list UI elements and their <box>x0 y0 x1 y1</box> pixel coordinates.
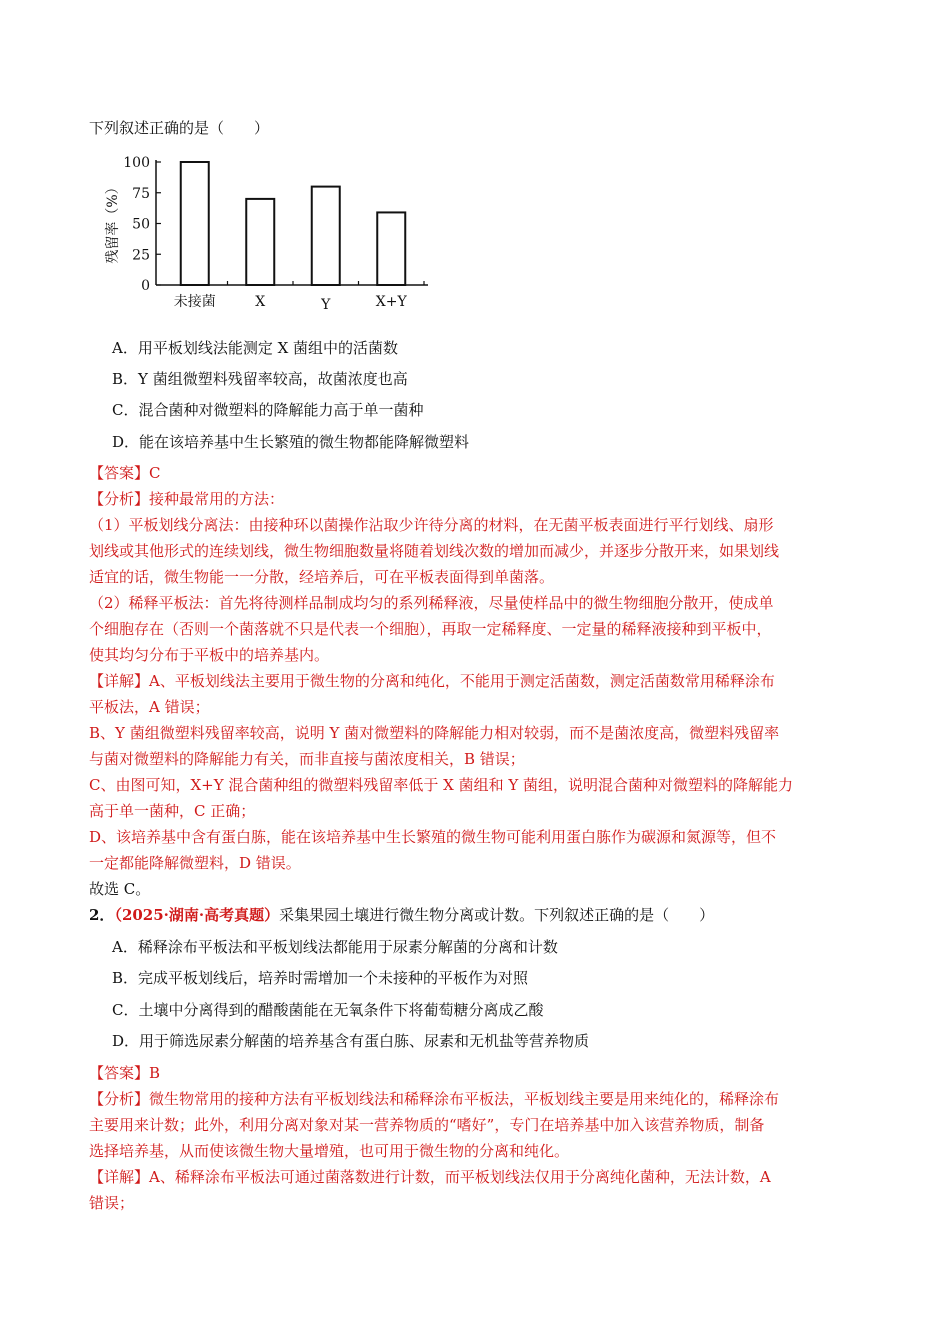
detail-label: 【详解】 <box>89 672 150 690</box>
q1-stem: 下列叙述正确的是（ ） <box>89 119 270 137</box>
q1-detail-line: 高于单一菌种，C 正确； <box>89 802 256 820</box>
q2-analysis-line: 选择培养基，从而使该微生物大量增殖，也可用于微生物的分离和纯化。 <box>89 1142 570 1160</box>
q1-option-b: B．Y 菌组微塑料残留率较高，故菌浓度也高 <box>112 370 408 388</box>
q1-detail-line: 平板法，A 错误； <box>89 698 210 716</box>
q1-analysis-line: （1）平板划线分离法：由接种环以菌操作沾取少许待分离的材料，在无菌平板表面进行平行划线、扇形 <box>89 516 774 534</box>
y-tick-label: 0 <box>141 278 150 294</box>
x-tick-label: 未接菌 <box>173 294 216 310</box>
q1-analysis-line: 个细胞存在（否则一个菌落就不只是代表一个细胞），再取一定稀释度、一定量的稀释液接种到平板中， <box>89 620 772 638</box>
q2-option-a: A．稀释涂布平板法和平板划线法都能用于尿素分解菌的分离和计数 <box>112 938 558 956</box>
answer-value: B <box>149 1064 161 1082</box>
q1-analysis-line: 使其均匀分布于平板中的培养基内。 <box>89 646 330 664</box>
q2-answer <box>89 1062 160 1084</box>
bar-4 <box>377 212 405 285</box>
q1-detail-line: C、由图可知，X+Y 混合菌种组的微塑料残留率低于 X 菌组和 Y 菌组，说明混合菌种对微塑料的降解能力 <box>89 776 794 794</box>
y-tick-label: 75 <box>132 185 150 202</box>
q1-detail-line: 与菌对微塑料的降解能力有关，而非直接与菌浓度相关，B 错误； <box>89 750 525 768</box>
q2-number: 2． <box>89 906 115 924</box>
q1-detail-line: 一定都能降解微塑料，D 错误。 <box>89 854 301 872</box>
y-tick-label: 50 <box>132 216 150 233</box>
x-tick-label: X <box>255 294 266 310</box>
q1-analysis-line: 适宜的话，微生物能一一分散，经培养后，可在平板表面得到单菌落。 <box>89 568 555 586</box>
x-tick-label: X+Y <box>375 294 407 310</box>
q1-option-a: A．用平板划线法能测定 X 菌组中的活菌数 <box>112 339 399 357</box>
q1-analysis-line: （2）稀释平板法：首先将待测样品制成均匀的系列稀释液，尽量使样品中的微生物细胞分散开，使成单 <box>89 594 774 612</box>
y-tick-label: 100 <box>123 155 150 171</box>
q1-detail-line: B、Y 菌组微塑料残留率较高，说明 Y 菌对微塑料的降解能力相对较弱，而不是菌浓度高，微塑料残留率 <box>89 724 780 742</box>
bar-1 <box>181 162 209 285</box>
q2-source: （2025·湖南·高考真题） <box>114 906 280 924</box>
q1-option-c: C．混合菌种对微塑料的降解能力高于单一菌种 <box>112 401 424 419</box>
q2-stem: 采集果园土壤进行微生物分离或计数。下列叙述正确的是（ ） <box>279 906 715 924</box>
q2-option-b: B．完成平板划线后，培养时需增加一个未接种的平板作为对照 <box>112 969 529 987</box>
q2-detail-line <box>89 1166 771 1188</box>
analysis-label: 【分析】 <box>89 1090 150 1108</box>
bar-3 <box>312 187 340 285</box>
q1-answer <box>89 462 161 484</box>
x-tick-label: Y <box>321 297 331 313</box>
analysis-label: 【分析】 <box>89 490 150 508</box>
q2-option-c: C．土壤中分离得到的醋酸菌能在无氧条件下将葡萄糖分离成乙酸 <box>112 1001 544 1019</box>
chart-bars <box>181 162 424 285</box>
q1-analysis-heading <box>89 488 284 510</box>
detail-text: A、平板划线法主要用于微生物的分离和纯化，不能用于测定活菌数，测定活菌数常用稀释涂布 <box>149 672 775 690</box>
residual-rate-bar-chart <box>96 150 436 325</box>
q2-detail-line: 错误； <box>89 1194 135 1212</box>
q1-detail-line: D、该培养基中含有蛋白胨，能在该培养基中生长繁殖的微生物可能利用蛋白胨作为碳源和氮源等，但不 <box>89 828 777 846</box>
detail-text: A、稀释涂布平板法可通过菌落数进行计数，而平板划线法仅用于分离纯化菌种，无法计数，A <box>149 1168 771 1186</box>
analysis-text: 微生物常用的接种方法有平板划线法和稀释涂布平板法，平板划线主要是用来纯化的，稀释涂布 <box>149 1090 780 1108</box>
chart-x-labels <box>174 293 408 313</box>
answer-label: 【答案】 <box>89 464 150 482</box>
q2-heading <box>89 904 714 926</box>
bar-2 <box>246 199 274 285</box>
detail-label: 【详解】 <box>89 1168 150 1186</box>
q1-detail-line <box>89 670 775 692</box>
chart-y-axis-label: 残留率（%） <box>105 180 121 264</box>
q1-analysis-line: 划线或其他形式的连续划线，微生物细胞数量将随着划线次数的增加而减少，并逐步分散开来，如果划线 <box>89 542 780 560</box>
q2-analysis-line <box>89 1088 779 1110</box>
q1-option-d: D．能在该培养基中生长繁殖的微生物都能降解微塑料 <box>112 433 470 451</box>
q2-analysis-line: 主要用来计数；此外，利用分离对象对某一营养物质的“嗜好”，专门在培养基中加入该营养物质，制备 <box>89 1116 765 1134</box>
answer-value: C <box>149 464 161 482</box>
y-tick-label: 25 <box>132 247 150 264</box>
q2-option-d: D．用于筛选尿素分解菌的培养基含有蛋白胨、尿素和无机盐等营养物质 <box>112 1032 590 1050</box>
analysis-intro: 接种最常用的方法： <box>149 490 285 508</box>
answer-label: 【答案】 <box>89 1064 150 1082</box>
q1-conclusion: 故选 C。 <box>89 880 151 898</box>
